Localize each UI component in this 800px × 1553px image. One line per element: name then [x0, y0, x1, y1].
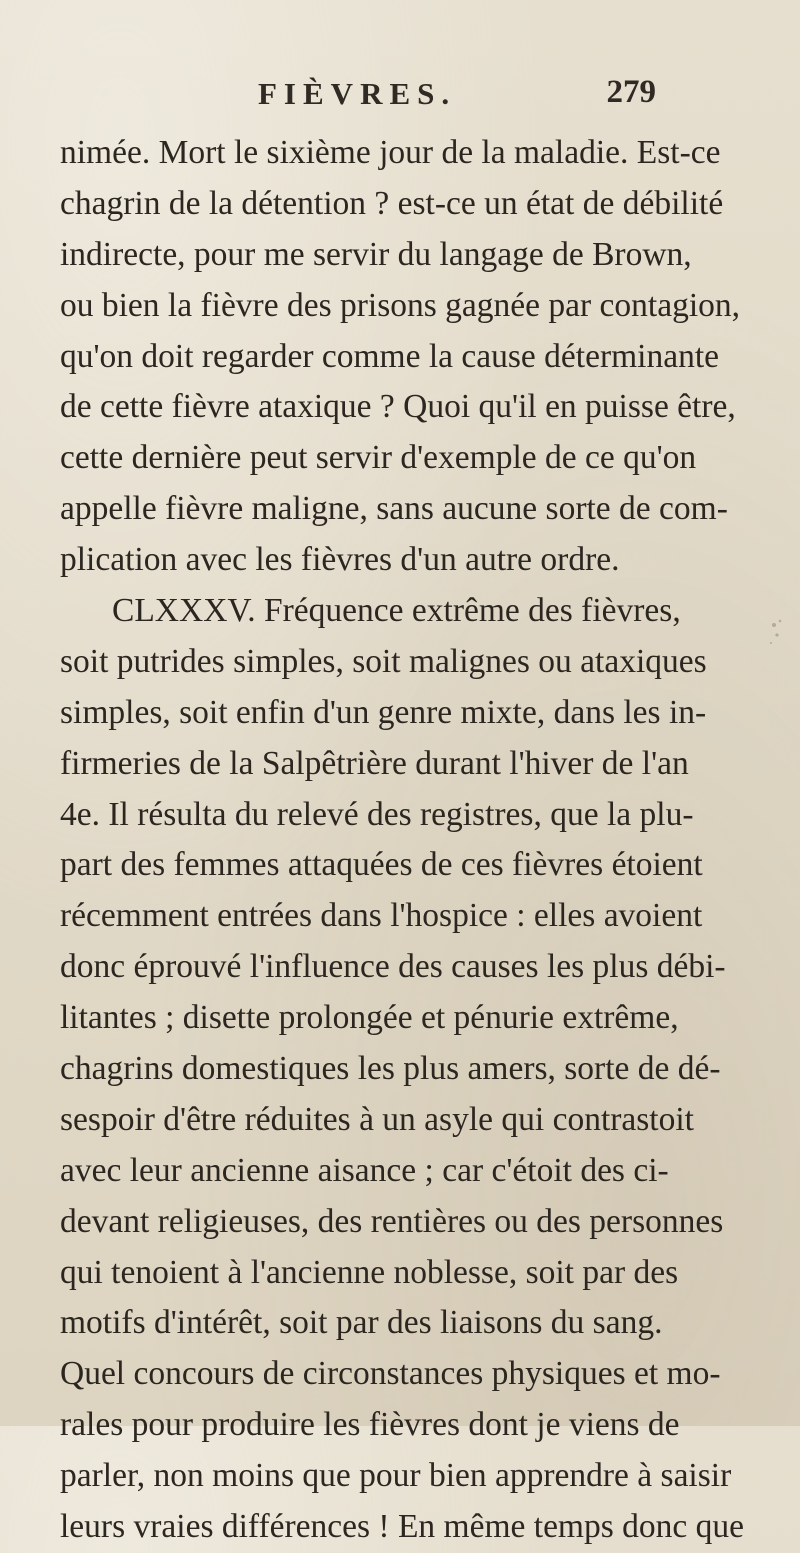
text-line: chagrin de la détention ? est-ce un état de débilité: [60, 184, 724, 222]
text-line: Quel concours de circonstances physiques et mo-: [60, 1355, 721, 1393]
text-line: cette dernière peut servir d'exemple de ce qu'on: [60, 439, 697, 477]
text-line: nimée. Mort le sixième jour de la maladie. Est-ce: [60, 134, 721, 171]
text-line: qu'on doit regarder comme la cause déterminante: [60, 337, 720, 375]
text-line: avec leur ancienne aisance ; car c'étoit des ci-: [60, 1151, 669, 1189]
text-line: simples, soit enfin d'un genre mixte, dans les in-: [60, 693, 707, 731]
text-line: firmeries de la Salpêtrière durant l'hiver de l'an: [60, 744, 689, 782]
page-number: 279: [606, 74, 656, 110]
text-line: donc éprouvé l'influence des causes les plus débi-: [60, 948, 726, 986]
text-line: appelle fièvre maligne, sans aucune sorte de com-: [60, 490, 728, 528]
running-head: [58, 72, 656, 116]
text-line: leurs vraies différences ! En même temps donc que: [60, 1508, 745, 1546]
body-text: [60, 128, 745, 1553]
running-title: FIÈVRES.: [258, 76, 457, 111]
text-line: motifs d'intérêt, soit par des liaisons du sang.: [60, 1304, 663, 1342]
text-line: indirecte, pour me servir du langage de Brown,: [60, 235, 692, 273]
text-line: sespoir d'être réduites à un asyle qui contrastoit: [60, 1100, 694, 1138]
text-line: qui tenoient à l'ancienne noblesse, soit par des: [60, 1253, 679, 1291]
text-line: rales pour produire les fièvres dont je viens de: [60, 1406, 680, 1444]
text-line: plication avec les fièvres d'un autre ordre.: [60, 541, 620, 579]
text-line: chagrins domestiques les plus amers, sorte de dé-: [60, 1050, 721, 1088]
text-line: 4e. Il résulta du relevé des registres, que la plu-: [60, 795, 694, 833]
section-heading-line: CLXXXV. Fréquence extrême des fièvres,: [112, 592, 681, 630]
text-line: soit putrides simples, soit malignes ou ataxiques: [60, 642, 707, 680]
text-line: part des femmes attaquées de ces fièvres étoient: [60, 846, 703, 884]
text-line: devant religieuses, des rentières ou des personnes: [60, 1202, 724, 1240]
ink-speck-marks: [766, 615, 788, 655]
text-line: parler, non moins que pour bien apprendre à saisir: [60, 1457, 732, 1495]
text-line: récemment entrées dans l'hospice : elles avoient: [60, 897, 703, 935]
text-line: ou bien la fièvre des prisons gagnée par contagion,: [60, 286, 741, 324]
text-line: de cette fièvre ataxique ? Quoi qu'il en puisse être,: [60, 388, 736, 426]
text-line: litantes ; disette prolongée et pénurie extrême,: [60, 999, 679, 1037]
